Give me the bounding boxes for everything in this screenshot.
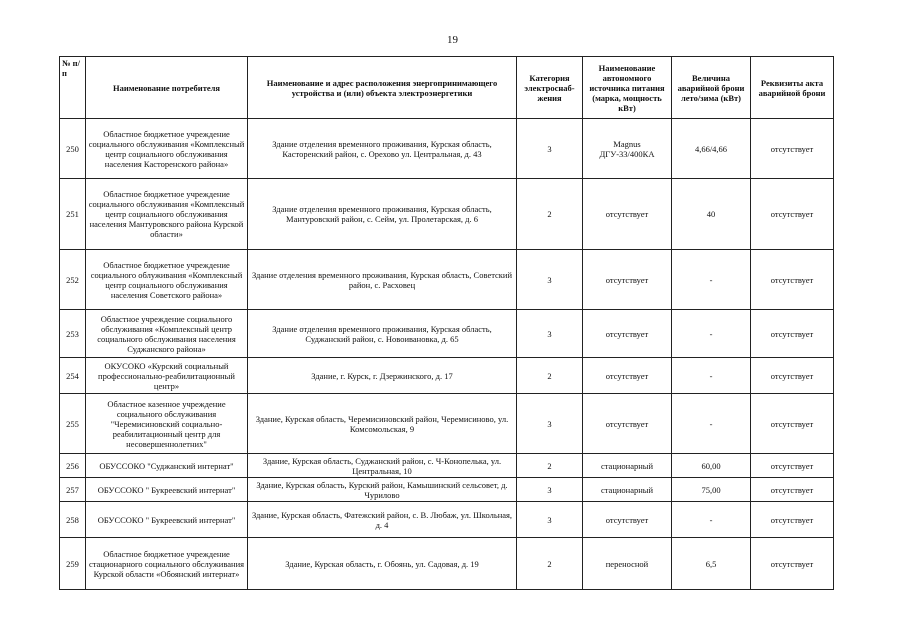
row-source: отсутствует: [583, 358, 672, 394]
header-category: Категория электроснаб-жения: [517, 57, 583, 119]
row-power: -: [672, 310, 751, 358]
row-consumer: ОБУССОКО " Букреевский интернат": [86, 502, 248, 538]
table-row: [60, 310, 834, 358]
row-category: 3: [517, 250, 583, 310]
table-row: [60, 250, 834, 310]
header-consumer: Наименование потребителя: [86, 57, 248, 119]
row-power: -: [672, 394, 751, 454]
row-device: Здание, Курская область, Черемисиновский район, Черемисиново, ул. Комсомольская, 9: [248, 394, 517, 454]
table-row: [60, 119, 834, 179]
header-power: Величина аварийной брони лето/зима (кВт): [672, 57, 751, 119]
row-consumer: Областное казенное учреждение социального обслуживания "Черемисиновский социально-реабилитационный центр для несовершеннолетних": [86, 394, 248, 454]
row-source: стационарный: [583, 454, 672, 478]
header-num: № п/п: [60, 57, 86, 119]
row-category: 2: [517, 358, 583, 394]
row-consumer: ОКУСОКО «Курский социальный профессионально-реабилитационный центр»: [86, 358, 248, 394]
row-act: отсутствует: [751, 358, 834, 394]
row-consumer: Областное бюджетное учреждение социального обслуживания «Комплексный центр социального обслуживания населения Касторенского района»: [86, 119, 248, 179]
row-source: Magnus ДГУ-33/400КА: [583, 119, 672, 179]
table-header-row: [60, 57, 834, 119]
row-device: Здание отделения временного проживания, Курская область, Касторенский район, с. Орехово ул. Центральная, д. 43: [248, 119, 517, 179]
row-source: отсутствует: [583, 394, 672, 454]
row-category: 3: [517, 310, 583, 358]
row-consumer: Областное бюджетное учреждение стационарного социального обслуживания Курской области «Обоянский интернат»: [86, 538, 248, 590]
row-consumer: ОБУССОКО " Букреевский интернат": [86, 478, 248, 502]
row-act: отсутствует: [751, 478, 834, 502]
row-source: стационарный: [583, 478, 672, 502]
row-device: Здание отделения временного проживания, Курская область, Мантуровский район, с. Сейм, ул. Пролетарская, д. 6: [248, 179, 517, 250]
row-consumer: ОБУССОКО "Суджанский интернат": [86, 454, 248, 478]
row-category: 3: [517, 502, 583, 538]
row-act: отсутствует: [751, 250, 834, 310]
row-device: Здание, Курская область, Фатежский район, с. В. Любаж, ул. Школьная, д. 4: [248, 502, 517, 538]
table-row: [60, 538, 834, 590]
row-power: 60,00: [672, 454, 751, 478]
row-consumer: Областное бюджетное учреждение социального облуживания «Комплексный центр социального обслуживания населения Советского района»: [86, 250, 248, 310]
row-category: 3: [517, 394, 583, 454]
row-power: -: [672, 502, 751, 538]
row-device: Здание, Курская область, Курский район, Камышинский сельсовет, д. Чурилово: [248, 478, 517, 502]
row-num: 254: [60, 358, 86, 394]
row-num: 250: [60, 119, 86, 179]
table-row: [60, 502, 834, 538]
row-act: отсутствует: [751, 538, 834, 590]
row-power: -: [672, 250, 751, 310]
row-device: Здание отделения временного проживания, Курская область, Советский район, с. Расховец: [248, 250, 517, 310]
row-act: отсутствует: [751, 394, 834, 454]
row-consumer: Областное бюджетное учреждение социального обслуживания «Комплексный центр социального обслуживания населения Мантуровского района Курской области»: [86, 179, 248, 250]
row-power: 6,5: [672, 538, 751, 590]
row-num: 251: [60, 179, 86, 250]
row-num: 258: [60, 502, 86, 538]
row-category: 2: [517, 179, 583, 250]
table-row: [60, 394, 834, 454]
table-row: [60, 358, 834, 394]
row-device: Здание, г. Курск, г. Дзержинского, д. 17: [248, 358, 517, 394]
row-act: отсутствует: [751, 502, 834, 538]
row-num: 257: [60, 478, 86, 502]
table-row: [60, 454, 834, 478]
row-device: Здание отделения временного проживания, Курская область, Суджанский район, с. Новоивановка, д. 65: [248, 310, 517, 358]
row-power: -: [672, 358, 751, 394]
row-num: 252: [60, 250, 86, 310]
table-row: [60, 478, 834, 502]
row-source: отсутствует: [583, 502, 672, 538]
row-source: отсутствует: [583, 250, 672, 310]
row-category: 3: [517, 119, 583, 179]
row-consumer: Областное учреждение социального обслуживания «Комплексный центр социального обслуживания населения Суджанского района»: [86, 310, 248, 358]
row-num: 253: [60, 310, 86, 358]
header-source: Наименование автономного источника питания (марка, мощность кВт): [583, 57, 672, 119]
row-act: отсутствует: [751, 454, 834, 478]
row-act: отсутствует: [751, 310, 834, 358]
row-device: Здание, Курская область, Суджанский район, с. Ч-Конопелька, ул. Центральная, 10: [248, 454, 517, 478]
header-device: Наименование и адрес расположения энергопринимающего устройства и (или) объекта электроэнергетики: [248, 57, 517, 119]
row-num: 256: [60, 454, 86, 478]
emergency-reserve-table: [59, 56, 834, 590]
row-num: 259: [60, 538, 86, 590]
row-source: отсутствует: [583, 310, 672, 358]
row-category: 2: [517, 538, 583, 590]
row-device: Здание, Курская область, г. Обоянь, ул. Садовая, д. 19: [248, 538, 517, 590]
row-category: 2: [517, 454, 583, 478]
row-power: 75,00: [672, 478, 751, 502]
row-category: 3: [517, 478, 583, 502]
row-num: 255: [60, 394, 86, 454]
row-act: отсутствует: [751, 179, 834, 250]
row-power: 40: [672, 179, 751, 250]
row-source: отсутствует: [583, 179, 672, 250]
row-source: переносной: [583, 538, 672, 590]
header-act: Реквизиты акта аварийной брони: [751, 57, 834, 119]
table-row: [60, 179, 834, 250]
row-act: отсутствует: [751, 119, 834, 179]
page-number: 19: [447, 34, 458, 46]
row-power: 4,66/4,66: [672, 119, 751, 179]
